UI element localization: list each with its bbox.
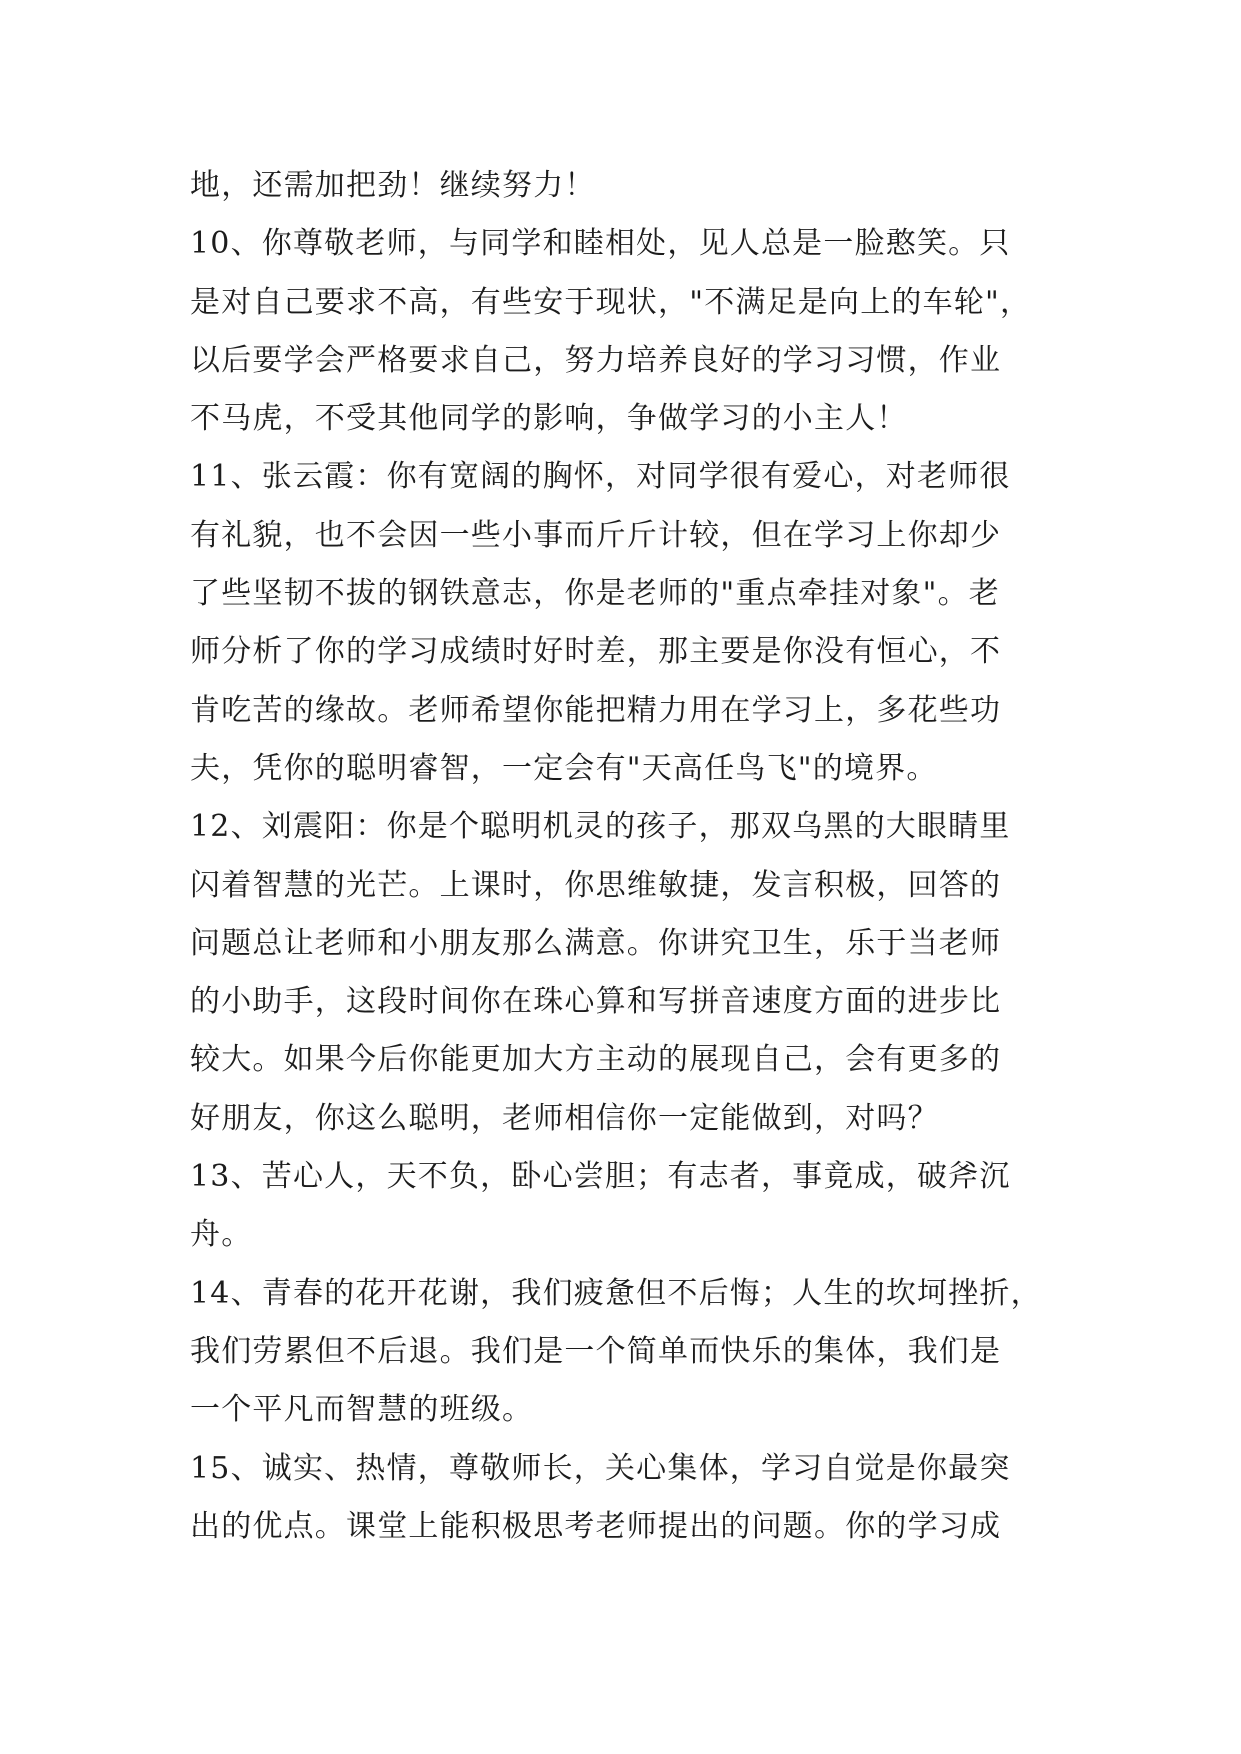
text-line: 问题总让老师和小朋友那么满意。你讲究卫生，乐于当老师 [190,925,1002,961]
text-line: 一个平凡而智慧的班级。 [190,1392,534,1428]
text-line: 14、青春的花开花谢，我们疲惫但不后悔；人生的坎坷挫折， [190,1275,1042,1311]
body-text [190,157,1070,1556]
text-line: 闪着智慧的光芒。上课时，你思维敏捷，发言积极，回答的 [190,867,1002,903]
text-line: 11、张云霞：你有宽阔的胸怀，对同学很有爱心，对老师很 [190,459,1011,495]
text-line: 是对自己要求不高，有些安于现状，"不满足是向上的车轮"， [190,284,1032,320]
text-line: 我们劳累但不后退。我们是一个简单而快乐的集体，我们是 [190,1333,1002,1369]
text-line: 以后要学会严格要求自己，努力培养良好的学习习惯，作业 [190,342,1002,378]
text-line: 较大。如果今后你能更加大方主动的展现自己，会有更多的 [190,1042,1002,1078]
text-line: 15、诚实、热情，尊敬师长，关心集体，学习自觉是你最突 [190,1450,1011,1486]
text-line: 师分析了你的学习成绩时好时差，那主要是你没有恒心，不 [190,634,1002,670]
text-line: 舟。 [190,1217,253,1253]
text-line: 的小助手，这段时间你在珠心算和写拼音速度方面的进步比 [190,984,1002,1020]
text-line: 出的优点。课堂上能积极思考老师提出的问题。你的学习成 [190,1508,1002,1544]
text-line: 肯吃苦的缘故。老师希望你能把精力用在学习上，多花些功 [190,692,1002,728]
text-line: 地，还需加把劲！继续努力！ [190,168,596,203]
text-line: 好朋友，你这么聪明，老师相信你一定能做到，对吗？ [190,1100,939,1136]
text-line: 了些坚韧不拔的钢铁意志，你是老师的"重点牵挂对象"。老 [190,576,1000,612]
text-line: 12、刘震阳：你是个聪明机灵的孩子，那双乌黑的大眼睛里 [190,809,1011,845]
text-line: 夫，凭你的聪明睿智，一定会有"天高任鸟飞"的境界。 [190,750,938,786]
text-line: 10、你尊敬老师，与同学和睦相处，见人总是一脸憨笑。只 [190,226,1011,262]
text-line: 有礼貌，也不会因一些小事而斤斤计较，但在学习上你却少 [190,517,1002,553]
text-line: 不马虎，不受其他同学的影响，争做学习的小主人！ [190,401,908,437]
text-line: 13、苦心人，天不负，卧心尝胆；有志者，事竟成，破斧沉 [190,1159,1011,1195]
